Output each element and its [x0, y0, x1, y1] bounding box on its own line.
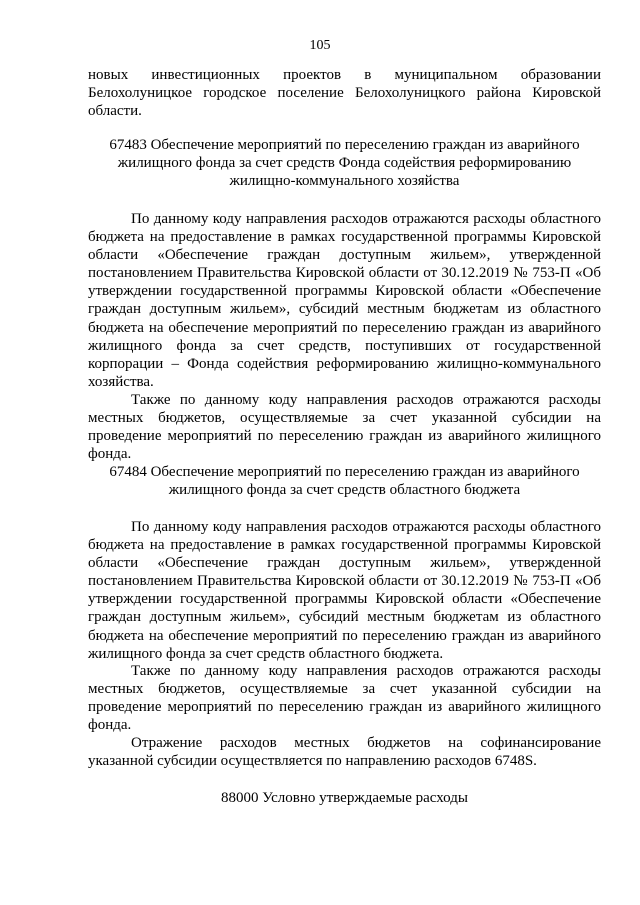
text-line: Также по данному коду направления расходов отражаются расходы [131, 392, 601, 408]
section-heading-67483 [88, 136, 601, 190]
text-line: фонда. [88, 446, 132, 463]
page-number: 105 [309, 38, 331, 53]
heading-line: жилищно-коммунального хозяйства [229, 173, 460, 190]
heading-line: 67484 Обеспечение мероприятий по переселению граждан из аварийного [109, 464, 580, 480]
text-line: постановлением Правительства Кировской области от 30.12.2019 № 753-П «Об [88, 573, 601, 590]
heading-line: 88000 Условно утверждаемые расходы [221, 790, 468, 806]
text-line: области «Обеспечение граждан доступным жильем», утвержденной [88, 247, 601, 264]
heading-line: 67483 Обеспечение мероприятий по переселению граждан из аварийного [109, 137, 580, 153]
text-line: проведение мероприятий по переселению граждан из аварийного жилищного [88, 699, 601, 716]
text-line: Также по данному коду направления расходов отражаются расходы [131, 663, 601, 679]
section-67483-paragraph-2 [88, 391, 601, 463]
text-line: местных бюджетов, осуществляемые за счет указанной субсидии на [88, 410, 601, 427]
text-line: бюджета на предоставление в рамках государственной программы Кировской [88, 229, 601, 246]
text-line: новых инвестиционных проектов в муниципальном образовании [88, 67, 601, 83]
text-line: жилищного фонда за счет средств, поступивших от государственной [88, 337, 601, 354]
text-line: хозяйства. [88, 373, 154, 390]
text-line: граждан доступным жильем», субсидий местным бюджетам из областного [88, 609, 601, 626]
text-line: утверждении государственной программы Кировской области «Обеспечение [88, 591, 601, 608]
text-line: утверждении государственной программы Кировской области «Обеспечение [88, 283, 601, 300]
text-line: проведение мероприятий по переселению граждан из аварийного жилищного [88, 428, 601, 445]
text-line: По данному коду направления расходов отражаются расходы областного [131, 519, 601, 535]
section-67484-paragraph-2 [88, 662, 601, 734]
section-heading-88000 [88, 789, 601, 807]
text-line: По данному коду направления расходов отражаются расходы областного [131, 211, 601, 227]
text-line: бюджета на предоставление в рамках государственной программы Кировской [88, 537, 601, 554]
section-67484-paragraph-3 [88, 734, 601, 770]
text-line: постановлением Правительства Кировской области от 30.12.2019 № 753-П «Об [88, 265, 601, 282]
text-line: бюджета на обеспечение мероприятий по переселению граждан из аварийного [88, 627, 601, 644]
text-line: корпорации – Фонда содействия реформированию жилищно-коммунального [88, 355, 601, 372]
section-67484-paragraph-1 [88, 518, 601, 663]
intro-paragraph [88, 66, 601, 120]
text-line: указанной субсидии осуществляется по направлению расходов 6748S. [88, 753, 537, 770]
section-67483-paragraph-1 [88, 210, 601, 391]
text-line: местных бюджетов, осуществляемые за счет указанной субсидии на [88, 681, 601, 698]
text-line: граждан доступным жильем», субсидий местным бюджетам из областного [88, 301, 601, 318]
text-line: фонда. [88, 717, 132, 734]
heading-line: жилищного фонда за счет средств Фонда содействия реформированию [117, 155, 572, 172]
heading-line: жилищного фонда за счет средств областного бюджета [168, 482, 521, 499]
text-line: жилищного фонда за счет средств областного бюджета. [88, 645, 444, 662]
text-line: Белохолуницкое городское поселение Белохолуницкого района Кировской [88, 85, 601, 102]
text-line: области «Обеспечение граждан доступным жильем», утвержденной [88, 555, 601, 572]
text-line: бюджета на обеспечение мероприятий по переселению граждан из аварийного [88, 319, 601, 336]
section-heading-67484 [88, 463, 601, 499]
text-line: области. [88, 103, 142, 120]
text-line: Отражение расходов местных бюджетов на софинансирование [131, 735, 601, 751]
